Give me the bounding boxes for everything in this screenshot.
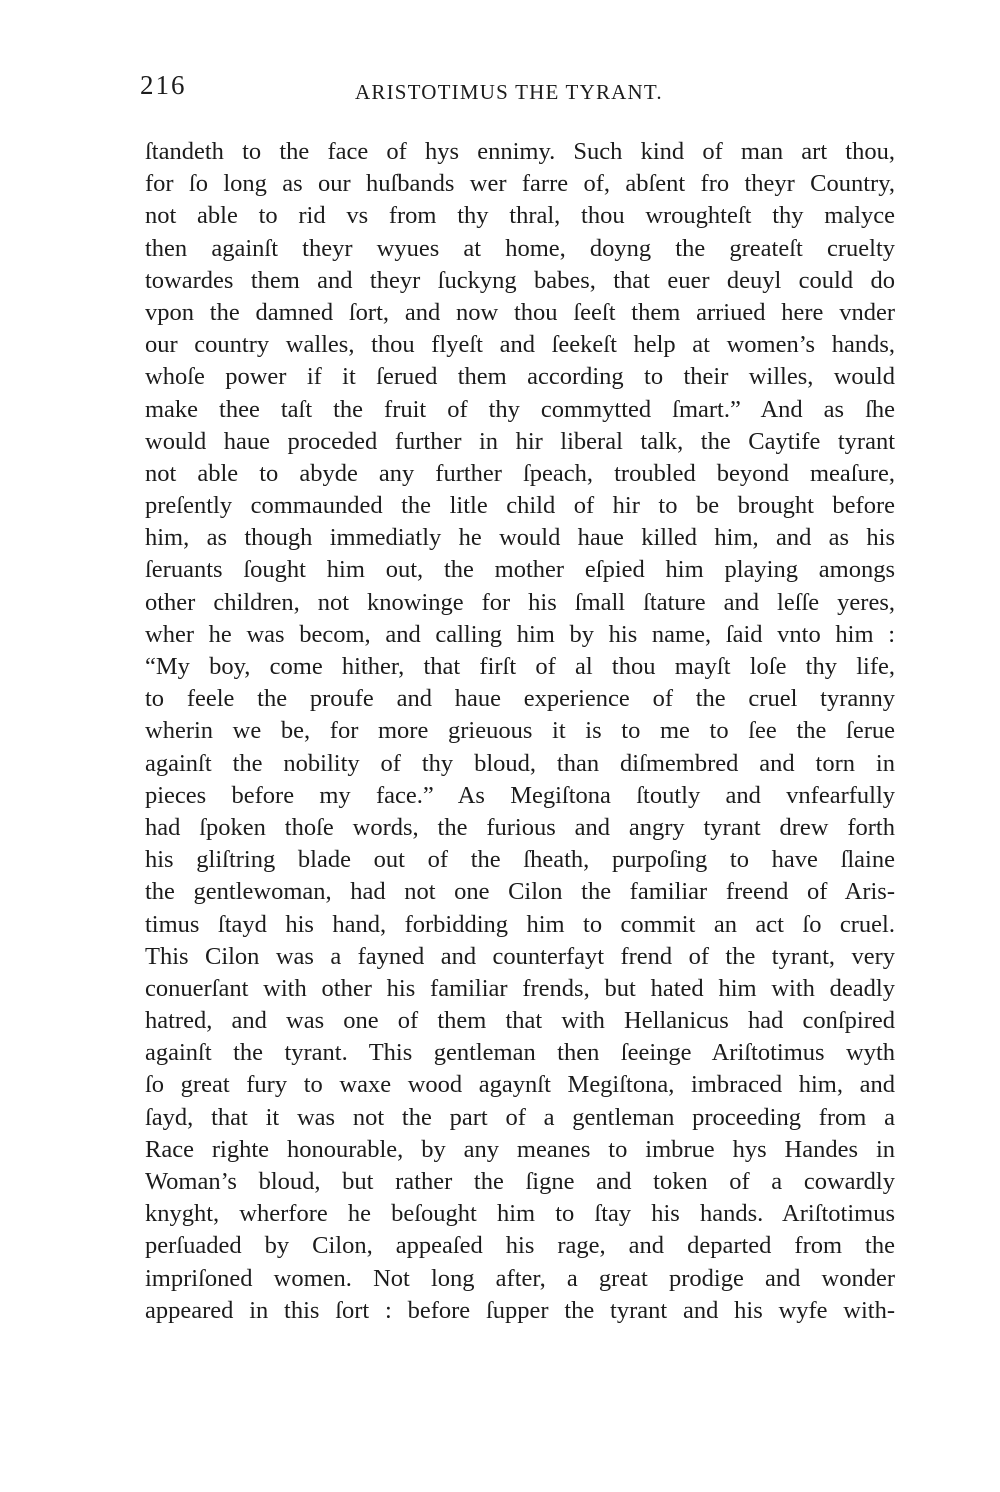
text-line: This Cilon was a fayned and counterfayt frend of the tyrant, very (145, 942, 895, 970)
text-line: againſt the tyrant. This gentleman then ſeeinge Ariſtotimus wyth (145, 1039, 895, 1067)
text-line: wherin we be, for more grieuous it is to me to ſee the ſerue (145, 717, 895, 745)
text-line: make thee taſt the fruit of thy commytted ſmart.” And as ſhe (145, 395, 895, 423)
text-line: towardes them and theyr ſuckyng babes, that euer deuyl could do (145, 266, 895, 294)
text-line: pieces before my face.” As Megiſtona ſtoutly and vnfearfully (145, 781, 895, 809)
text-line: impriſoned women. Not long after, a great prodige and wonder (145, 1264, 895, 1292)
text-line: ſtandeth to the face of hys ennimy. Such kind of man art thou, (145, 138, 895, 165)
text-line: his gliſtring blade out of the ſheath, purpoſing to have ſlaine (145, 846, 895, 874)
text-line: would haue proceded further in hir liberal talk, the Caytife tyrant (145, 427, 895, 455)
body-text (145, 136, 895, 1327)
text-line: our country walles, thou flyeſt and ſeekeſt help at women’s hands, (145, 331, 895, 359)
text-line: ſayd, that it was not the part of a gentleman proceeding from a (145, 1103, 895, 1131)
text-line: preſently commaunded the litle child of hir to be brought before (145, 492, 895, 520)
text-line: ſo great fury to waxe wood agaynſt Megiſtona, imbraced him, and (145, 1071, 895, 1099)
text-line: the gentlewoman, had not one Cilon the familiar freend of Aris- (145, 878, 895, 906)
text-line: Race righte honourable, by any meanes to imbrue hys Handes in (145, 1135, 895, 1163)
text-line: not able to abyde any further ſpeach, troubled beyond meaſure, (145, 459, 895, 487)
text-line: conuerſant with other his familiar frends, but hated him with deadly (145, 974, 895, 1002)
running-head: ARISTOTIMUS THE TYRANT. (355, 80, 663, 104)
text-line: Woman’s bloud, but rather the ſigne and token of a cowardly (145, 1168, 895, 1195)
text-line: then againſt theyr wyues at home, doyng the greateſt cruelty (145, 234, 895, 262)
text-line: “My boy, come hither, that firſt of al thou mayſt loſe thy life, (145, 653, 895, 680)
text-line: timus ſtayd his hand, forbidding him to commit an act ſo cruel. (145, 910, 895, 938)
text-line: knyght, wherfore he beſought him to ſtay his hands. Ariſtotimus (145, 1200, 895, 1228)
text-line: wher he was becom, and calling him by his name, ſaid vnto him : (145, 620, 895, 648)
text-line: ſeruants ſought him out, the mother eſpied him playing amongs (145, 556, 895, 584)
text-line: had ſpoken thoſe words, the furious and angry tyrant drew forth (145, 813, 895, 841)
text-line: whoſe power if it ſerued them according to their willes, would (145, 363, 895, 391)
text-line: againſt the nobility of thy bloud, than diſmembred and torn in (145, 749, 895, 777)
text-line: other children, not knowinge for his ſmall ſtature and leſſe yeres, (145, 588, 895, 616)
text-line: not able to rid vs from thy thral, thou wroughteſt thy malyce (145, 202, 895, 230)
page-number: 216 (140, 70, 187, 100)
text-line: hatred, and was one of them that with Hellanicus had conſpired (145, 1007, 895, 1035)
text-line: to feele the proufe and haue experience of the cruel tyranny (145, 685, 895, 713)
text-line: him, as though immediatly he would haue killed him, and as his (145, 524, 895, 552)
text-line: for ſo long as our huſbands wer farre of, abſent fro theyr Country, (145, 170, 895, 198)
text-line: perſuaded by Cilon, appeaſed his rage, and departed from the (145, 1232, 895, 1260)
text-line: appeared in this ſort : before ſupper the tyrant and his wyfe with- (145, 1296, 895, 1324)
text-line: vpon the damned ſort, and now thou ſeeſt them arriued here vnder (145, 298, 895, 326)
